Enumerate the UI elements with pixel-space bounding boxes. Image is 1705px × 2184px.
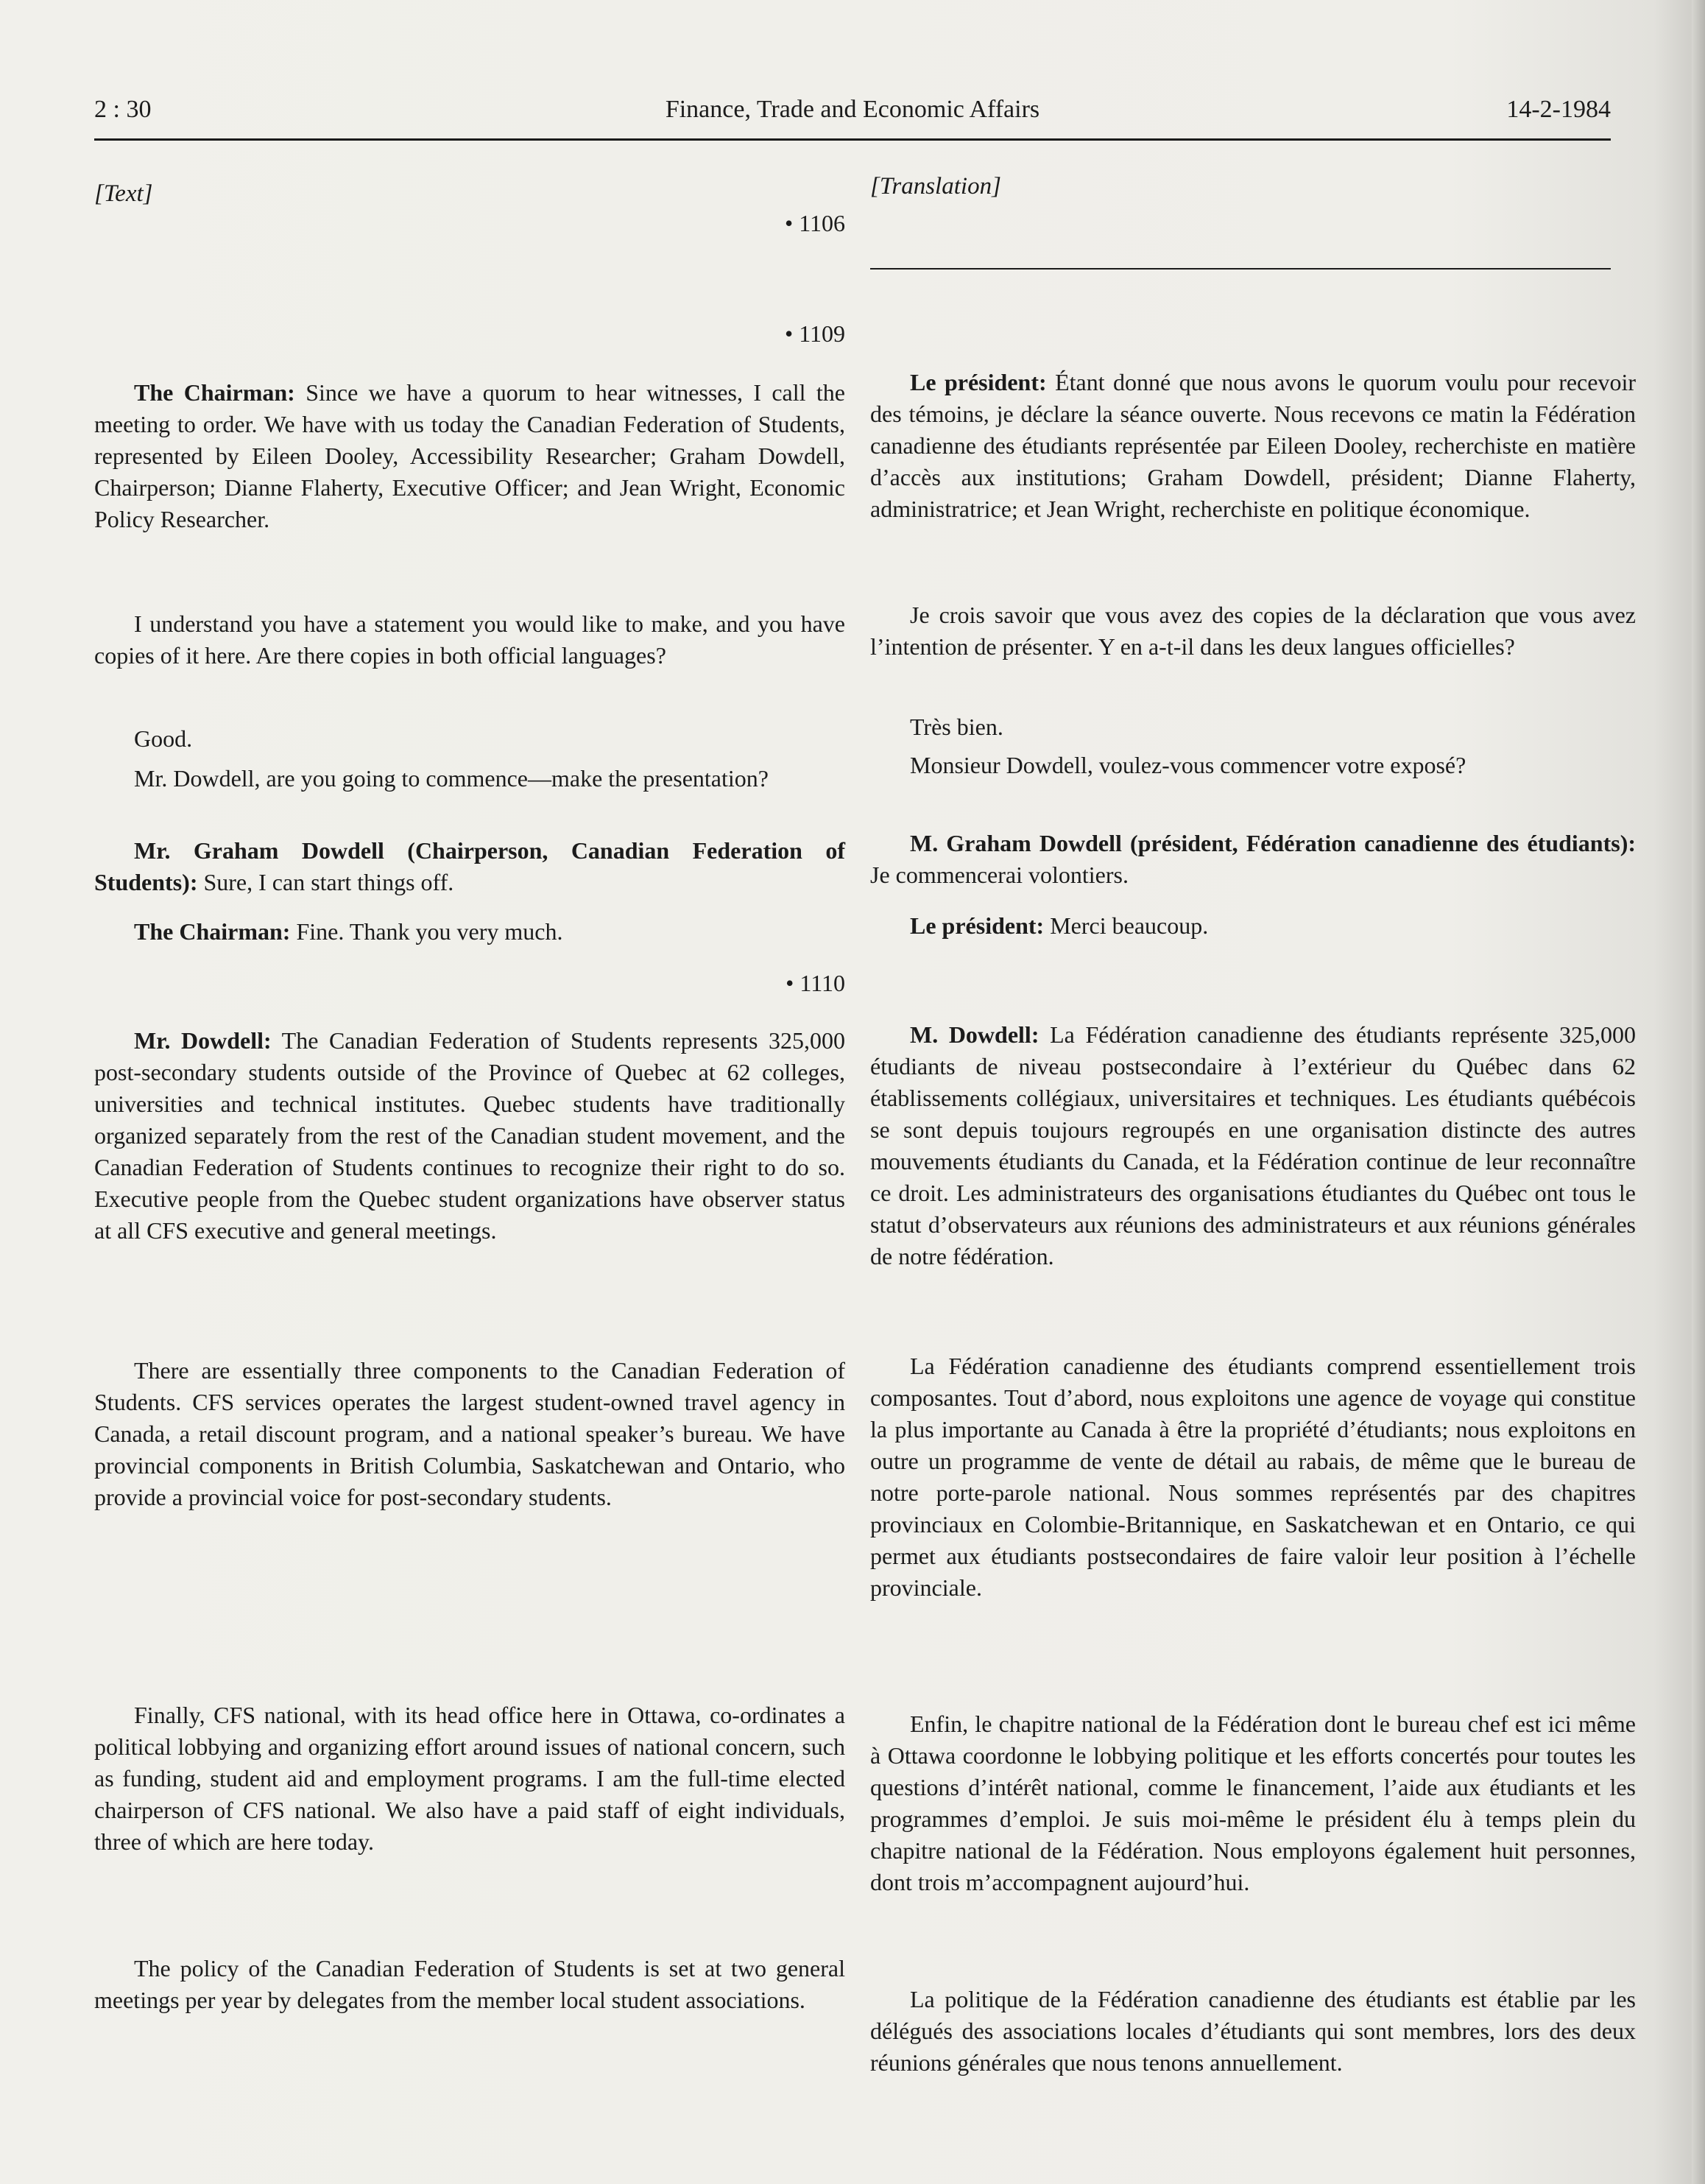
paragraph-text: I understand you have a statement you would like to make, and you have copies of it here. Are there copies in both official languages? (94, 610, 845, 669)
paragraph-text: Merci beaucoup. (1044, 912, 1209, 939)
page-number: 2 : 30 (94, 96, 152, 123)
paragraph-text: Je commencerai volontiers. (870, 862, 1129, 888)
paragraph (870, 910, 1636, 942)
paragraph (94, 1355, 845, 1513)
paragraph-text: Monsieur Dowdell, voulez-vous commencer votre exposé? (910, 752, 1466, 778)
paragraph-text: La Fédération canadienne des étudiants comprend essentiellement trois composantes. Tout d’abord, nous exploitons une agence de voyage qui constitue la plus importante au Canada à être la propriété d’étudiants; nous exploitons en outre un programme de vente de détail au rabais, de même que le bureau de notre porte-parole national. Nous sommes représentés par des chapitres provinciaux en Colombie-Britannique, en Saskatchewan et en Ontario, ce qui permet aux étudiants postsecondaires de faire valoir leur position à l’échelle provinciale. (870, 1353, 1636, 1601)
timestamp: • 1110 (786, 970, 845, 996)
paragraph (94, 763, 845, 795)
paragraph (870, 711, 1636, 743)
paragraph (870, 750, 1636, 781)
paragraph (94, 835, 845, 898)
publication-title: Finance, Trade and Economic Affairs (665, 96, 1040, 123)
section-rule (870, 268, 1611, 270)
paragraph-text: Je crois savoir que vous avez des copies de la déclaration que vous avez l’intention de présenter. Y en a-t-il dans les deux langues officielles? (870, 602, 1636, 660)
section-tag-text: [Text] (94, 180, 153, 207)
paragraph (94, 1699, 845, 1858)
paragraph-text: Étant donné que nous avons le quorum voulu pour recevoir des témoins, je déclare la séance ouverte. Nous recevons ce matin la Fédération canadienne des étudiants représentée par Eileen Dooley, recherchiste en matière d’accès aux institutions; Graham Dowdell, président; Dianne Flaherty, administratrice; et Jean Wright, recherchiste en politique économique. (870, 369, 1637, 522)
paragraph-text: The Canadian Federation of Students represents 325,000 post-secondary students outside of the Province of Quebec at 62 colleges, universities and technical institutes. Quebec students have traditionally organized separately from the rest of the Canadian student movement, and the Canadian Federation of Students continues to recognize their right to do so. Executive people from the Quebec student organizations have observer status at all CFS executive and general meetings. (94, 1027, 846, 1244)
paragraph (870, 599, 1636, 663)
paragraph-text: Fine. Thank you very much. (290, 918, 563, 945)
paragraph-text: There are essentially three components to the Canadian Federation of Students. CFS services operates the largest student-owned travel agency in Canada, a retail discount program, and a national speaker’s bureau. We have provincial components in British Columbia, Saskatchewan and Ontario, who provide a provincial voice for post-secondary students. (94, 1357, 845, 1510)
paragraph-text: Since we have a quorum to hear witnesses, I call the meeting to order. We have with us today the Canadian Federation of Students, represented by Eileen Dooley, Accessibility Researcher; Graham Dowdell, Chairperson; Dianne Flaherty, Executive Officer; and Jean Wright, Economic Policy Researcher. (94, 379, 846, 532)
speaker-label: The Chairman: (134, 379, 295, 406)
paragraph (94, 608, 845, 672)
right-column (870, 0, 1636, 2184)
paragraph-text: Très bien. (910, 714, 1003, 740)
paragraph-text: Sure, I can start things off. (197, 869, 454, 895)
speaker-label: Mr. Graham Dowdell (Chairperson, Canadian Federation of Students): (94, 837, 845, 895)
speaker-label: Le président: (910, 912, 1045, 939)
paragraph (94, 916, 845, 948)
speaker-label: Mr. Dowdell: (134, 1027, 272, 1054)
paragraph (870, 828, 1636, 891)
paragraph-text: Mr. Dowdell, are you going to commence—make the presentation? (134, 765, 769, 792)
timestamp: • 1106 (784, 210, 845, 236)
speaker-label: M. Graham Dowdell (président, Fédération canadienne des étudiants): (910, 830, 1636, 856)
paragraph (870, 1350, 1636, 1604)
paragraph-text: Enfin, le chapitre national de la Fédération dont le bureau chef est ici même à Ottawa coordonne le lobbying politique et les efforts concertés pour toutes les questions d’intérêt national, comme le financement, l’aide aux étudiants et les programmes d’emploi. Je suis moi-même le président élu à temps plein du chapitre national de la Fédération. Nous employons également huit personnes, dont trois m’accompagnent aujourd’hui. (870, 1711, 1636, 1895)
page-edge (1692, 0, 1705, 2184)
paragraph (870, 1984, 1636, 2079)
speaker-label: Le président: (910, 369, 1047, 395)
paragraph (94, 377, 845, 535)
paragraph (870, 1708, 1636, 1898)
publication-date: 14-2-1984 (1506, 96, 1611, 123)
paragraph-text: La politique de la Fédération canadienne des étudiants est établie par les délégués des associations locales d’étudiants qui sont membres, lors des deux réunions générales que nous tenons annuellement. (870, 1986, 1636, 2076)
paragraph (870, 367, 1636, 525)
left-column (94, 0, 845, 2184)
paragraph (94, 1953, 845, 2016)
paragraph-text: The policy of the Canadian Federation of Students is set at two general meetings per year by delegates from the member local student associations. (94, 1955, 845, 2013)
timestamp: • 1109 (784, 320, 845, 347)
paragraph (870, 1019, 1636, 1272)
paragraph-text: La Fédération canadienne des étudiants représente 325,000 étudiants de niveau postsecondaire à l’extérieur du Québec dans 62 établissements collégiaux, universitaires et techniques. Les étudiants québécois se sont depuis toujours regroupés en une organisation distincte des autres mouvements étudiants du Canada, et la Fédération continue de leur reconnaître ce droit. Les administrateurs des organisations étudiantes du Québec ont tous le statut d’observateurs aux réunions des administrateurs et aux réunions générales de notre fédération. (870, 1021, 1637, 1269)
paragraph (94, 1025, 845, 1247)
speaker-label: M. Dowdell: (910, 1021, 1039, 1048)
paragraph-text: Good. (134, 725, 193, 752)
section-tag-translation: [Translation] (870, 173, 1001, 200)
speaker-label: The Chairman: (134, 918, 291, 945)
paragraph-text: Finally, CFS national, with its head office here in Ottawa, co-ordinates a political lobbying and organizing effort around issues of national concern, such as funding, student aid and employment programs. I am the full-time elected chairperson of CFS national. We also have a paid staff of eight individuals, three of which are here today. (94, 1702, 845, 1855)
paragraph (94, 723, 845, 755)
